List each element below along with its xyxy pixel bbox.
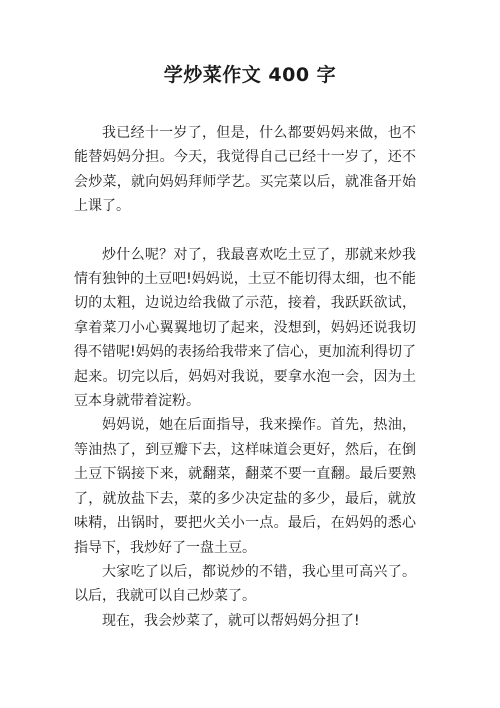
paragraph-spacer [74,219,416,243]
paragraph-3: 妈妈说，她在后面指导，我来操作。首先，热油，等油热了，到豆瓣下去，这样味道会更好，然后，在倒土豆下锅接下来，就翻菜，翻菜不要一直翻。最后要熟了，就放盐下去，菜的多少决定盐的多少，最后，就放味精，出锅时，要把火关小一点。最后，在妈妈的悉心指导下，我炒好了一盘土豆。 [74,417,416,556]
document-title: 学炒菜作文 400 字 [163,64,337,86]
document-body [74,121,416,633]
paragraph-2: 炒什么呢？对了，我最喜欢吃土豆了，那就来炒我情有独钟的土豆吧!妈妈说，土豆不能切得太细，也不能切的太粗，边说边给我做了示范，接着，我跃跃欲试，拿着菜刀小心翼翼地切了起来，没想到，妈妈还说我切得不错呢!妈妈的表扬给我带来了信心，更加流利得切了起来。切完以后，妈妈对我说，要拿水泡一会，因为土豆本身就带着淀粉。 [74,246,416,410]
paragraph-4: 大家吃了以后，都说炒的不错，我心里可高兴了。以后，我就可以自己炒菜了。 [74,563,416,605]
paragraph-1: 我已经十一岁了，但是，什么都要妈妈来做，也不能替妈妈分担。今天，我觉得自己已经十一岁了，还不会炒菜，就向妈妈拜师学艺。买完菜以后，就准备开始上课了。 [74,125,416,215]
paragraph-5: 现在，我会炒菜了，就可以帮妈妈分担了! [102,612,360,629]
